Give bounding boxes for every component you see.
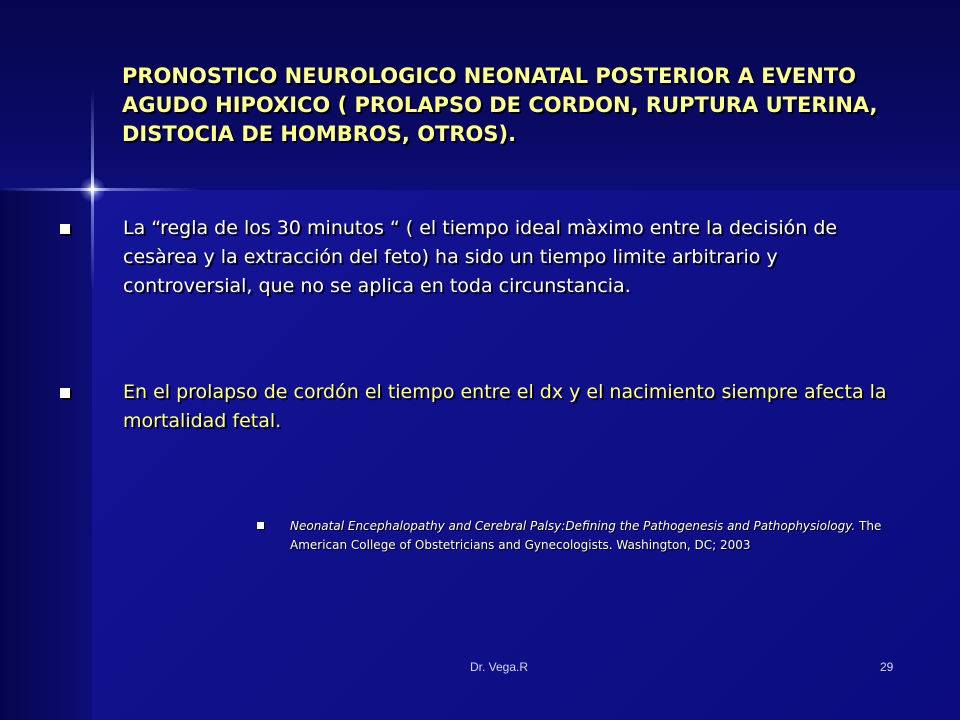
bullet-text-1: La “regla de los 30 minutos “ ( el tiempo ideal màximo entre la decisión de cesàrea y la extracción del feto) ha sido un tiempo limite arbitrario y controversial, que no se aplica en toda circunstancia. — [123, 217, 838, 297]
bullet-text-2: En el prolapso de cordón el tiempo entre el dx y el nacimiento siempre afecta la mortalidad fetal. — [123, 381, 887, 432]
square-bullet-icon — [60, 224, 70, 234]
sparkle-icon — [80, 177, 105, 202]
square-bullet-icon — [60, 388, 70, 398]
bullet-item-1 — [60, 214, 910, 301]
reference-title: Neonatal Encephalopathy and Cerebral Palsy:Defining the Pathogenesis and Pathophysiology. — [290, 519, 856, 533]
reference-item — [257, 517, 907, 555]
footer-page-number: 29 — [880, 660, 894, 674]
reference-text — [290, 517, 907, 555]
small-square-bullet-icon — [257, 522, 264, 529]
footer-author: Dr. Vega.R — [470, 660, 529, 674]
bullet-item-2 — [60, 378, 910, 436]
reference-source: The American College of Obstetricians and Gynecologists. Washington, DC; 2003 — [290, 519, 882, 552]
slide-title: PRONOSTICO NEUROLOGICO NEONATAL POSTERIOR A EVENTO AGUDO HIPOXICO ( PROLAPSO DE CORDON, RUPTURA UTERINA, DISTOCIA DE HOMBROS, OTROS). — [122, 64, 878, 146]
